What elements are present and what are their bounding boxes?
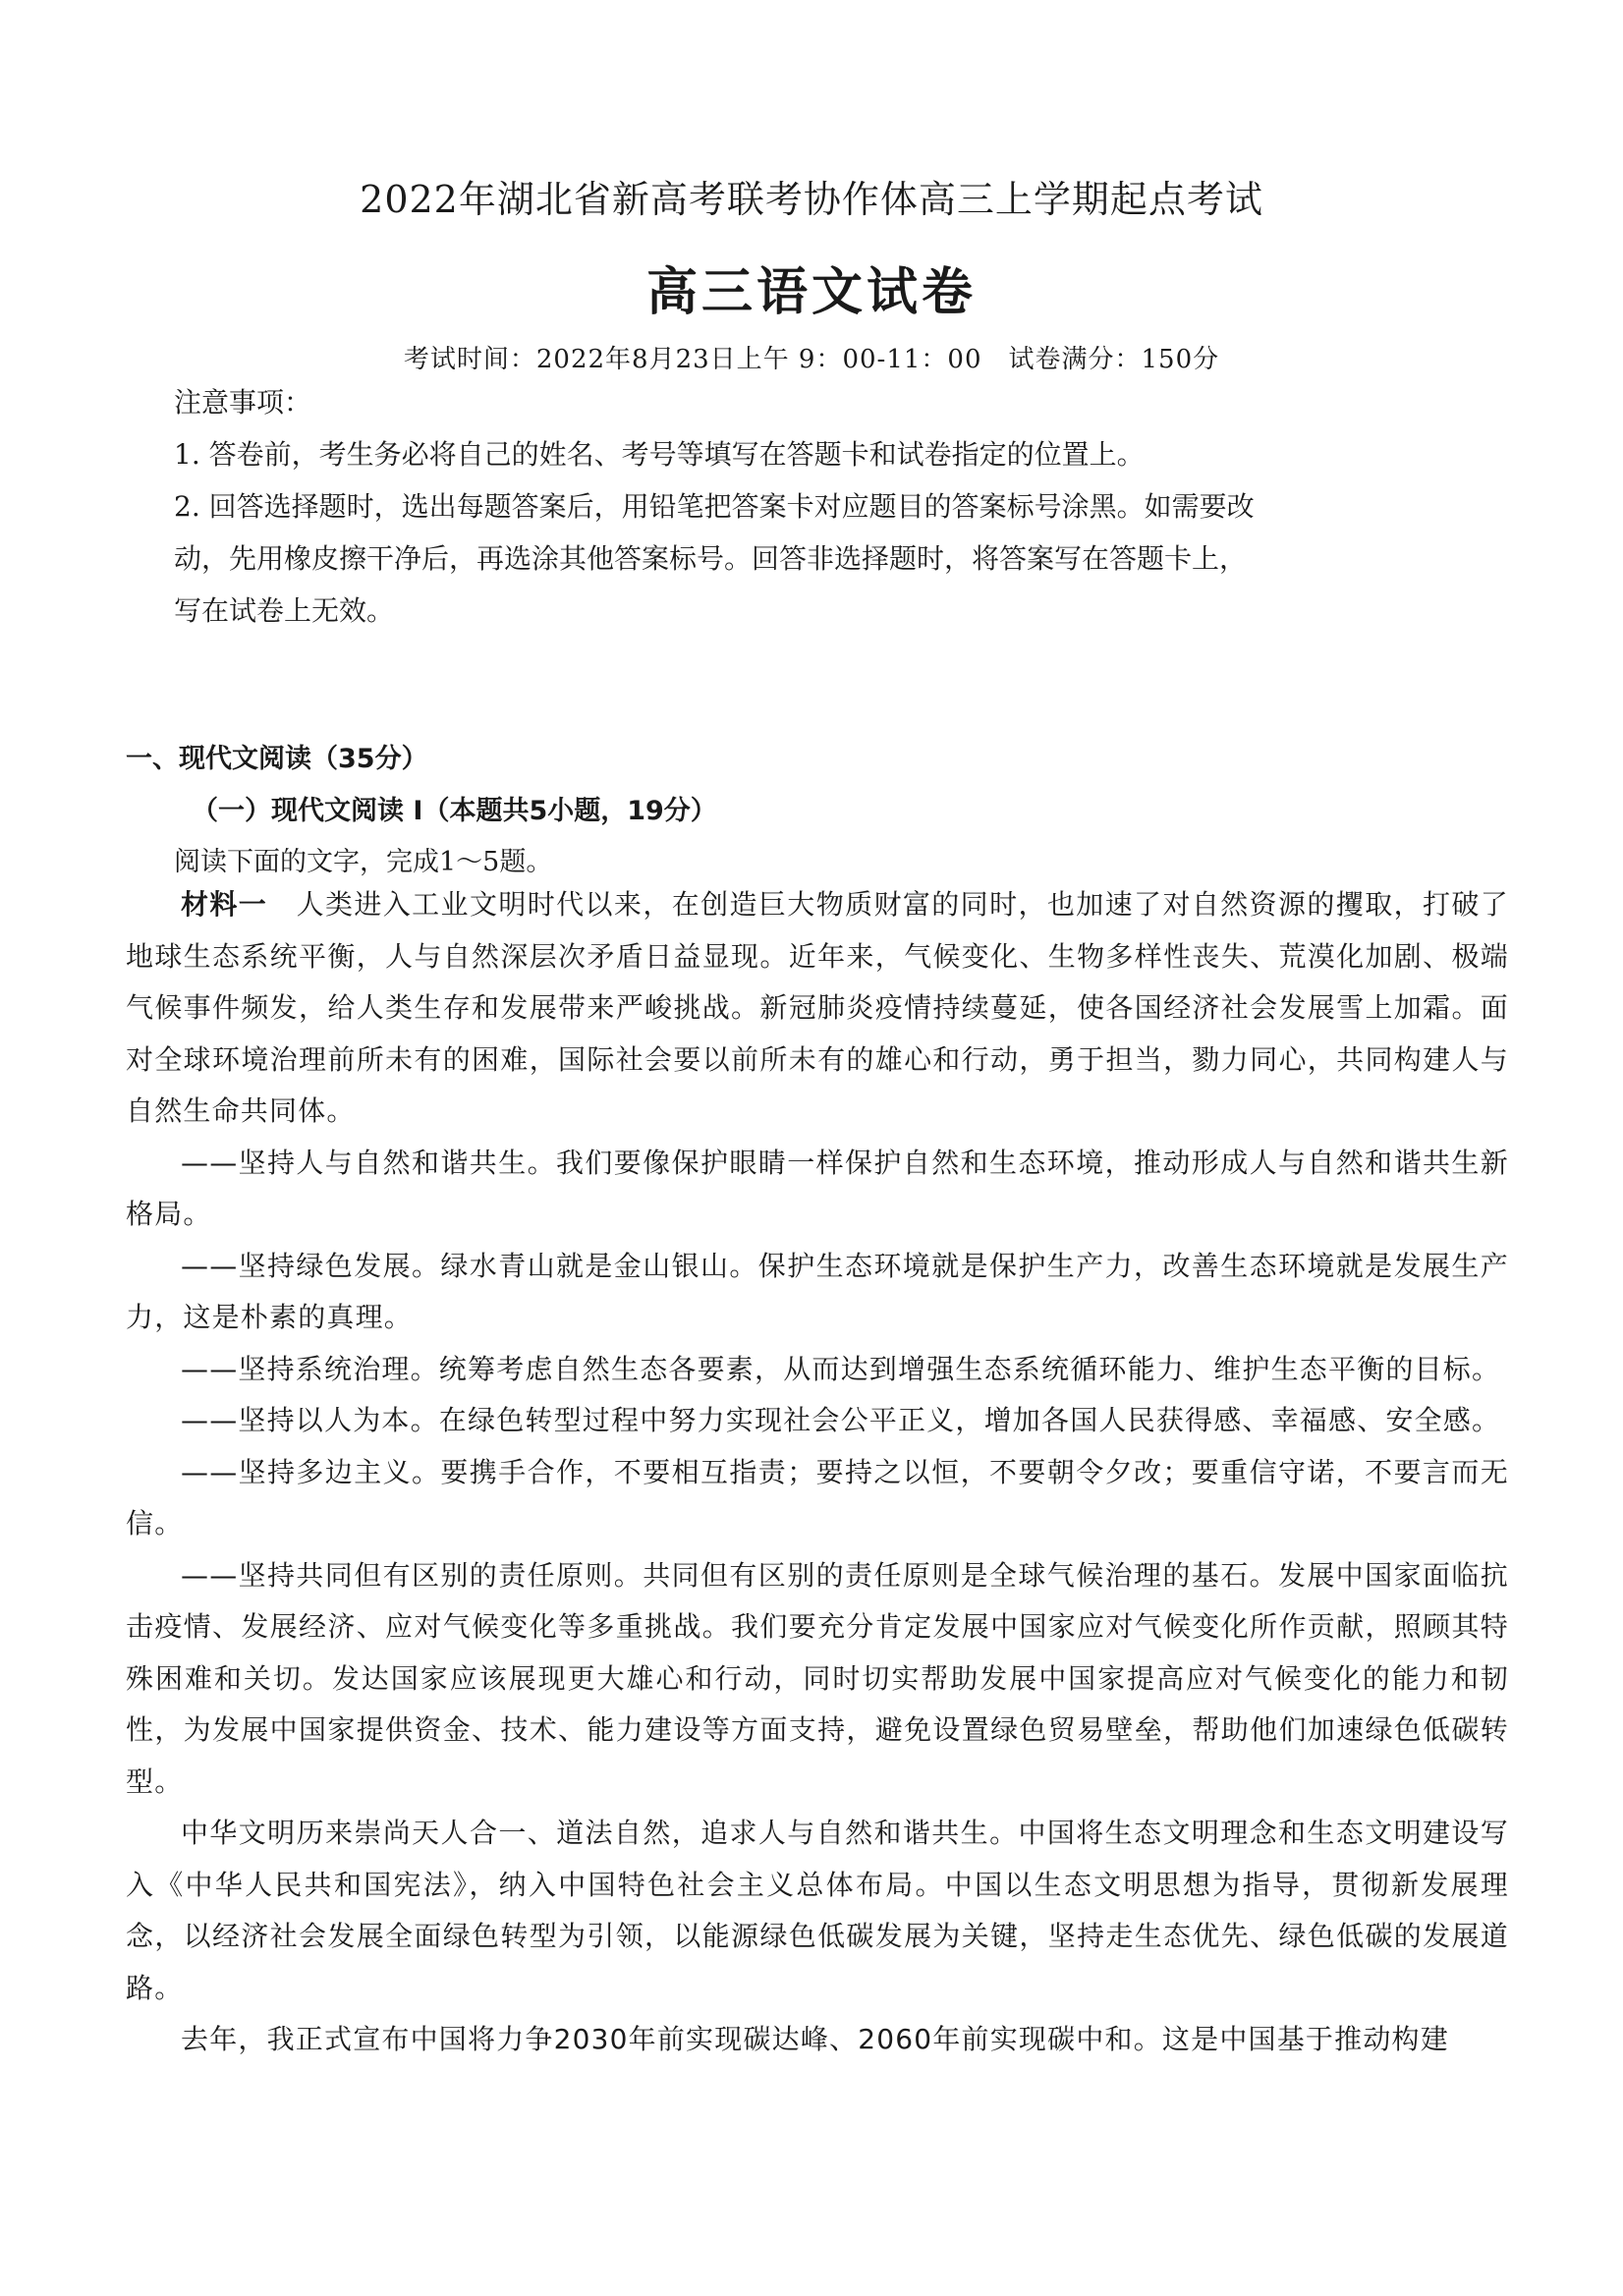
reading-passage	[126, 879, 1509, 2066]
section-heading: 一、现代文阅读（35分）	[126, 744, 428, 774]
paragraph-4: ——坚持系统治理。统筹考虑自然生态各要素，从而达到增强生态系统循环能力、维护生态平衡的目标。	[181, 1352, 1501, 1385]
notice-item-2-line-1: 2. 回答选择题时，选出每题答案后，用铅笔把答案卡对应题目的答案标号涂黑。如需要改	[174, 490, 1255, 523]
paragraph-2: ——坚持人与自然和谐共生。我们要像保护眼睛一样保护自然和生态环境，推动形成人与自然和谐共生新格局。	[126, 1146, 1509, 1230]
paragraph-1	[126, 879, 1509, 1138]
notice-item-2-line-3: 写在试卷上无效。	[174, 594, 395, 627]
exam-info: 考试时间：2022年8月23日上午 9：00-11：00 试卷满分：150分	[403, 345, 1220, 374]
section-subheading: （一）现代文阅读 I（本题共5小题，19分）	[192, 796, 717, 826]
paper-title: 高三语文试卷	[645, 263, 977, 322]
notice-item-2-line-2: 动，先用橡皮擦干净后，再选涂其他答案标号。回答非选择题时，将答案写在答题卡上，	[174, 542, 1248, 575]
paragraph-8: 中华文明历来崇尚天人合一、道法自然，追求人与自然和谐共生。中国将生态文明理念和生态文明建设写入《中华人民共和国宪法》，纳入中国特色社会主义总体布局。中国以生态文明思想为指导，贯彻新发展理念，以经济社会发展全面绿色转型为引领，以能源绿色低碳发展为关键，坚持走生态优先、绿色低碳的发展道路。	[126, 1817, 1509, 2004]
paragraph-1-text: 人类进入工业文明时代以来，在创造巨大物质财富的同时，也加速了对自然资源的攫取，打破了地球生态系统平衡，人与自然深层次矛盾日益显现。近年来，气候变化、生物多样性丧失、荒漠化加剧、极端气候事件频发，给人类生存和发展带来严峻挑战。新冠肺炎疫情持续蔓延，使各国经济社会发展雪上加霜。面对全球环境治理前所未有的困难，国际社会要以前所未有的雄心和行动，勇于担当，勠力同心，共同构建人与自然生命共同体。	[126, 888, 1509, 1127]
exam-title: 2022年湖北省新高考联考协作体高三上学期起点考试	[360, 178, 1263, 221]
paragraph-7: ——坚持共同但有区别的责任原则。共同但有区别的责任原则是全球气候治理的基石。发展中国家面临抗击疫情、发展经济、应对气候变化等多重挑战。我们要充分肯定发展中国家应对气候变化所作贡献，照顾其特殊困难和关切。发达国家应该展现更大雄心和行动，同时切实帮助发展中国家提高应对气候变化的能力和韧性，为发展中国家提供资金、技术、能力建设等方面支持，避免设置绿色贸易壁垒，帮助他们加速绿色低碳转型。	[126, 1558, 1509, 1798]
paragraph-6: ——坚持多边主义。要携手合作，不要相互指责；要持之以恒，不要朝令夕改；要重信守诺，不要言而无信。	[126, 1455, 1509, 1540]
paragraph-9: 去年，我正式宣布中国将力争2030年前实现碳达峰、2060年前实现碳中和。这是中国基于推动构建	[181, 2023, 1449, 2055]
notice-title: 注意事项：	[174, 386, 312, 419]
section-instruction: 阅读下面的文字，完成1～5题。	[174, 847, 553, 877]
paragraph-5: ——坚持以人为本。在绿色转型过程中努力实现社会公平正义，增加各国人民获得感、幸福感、安全感。	[181, 1404, 1501, 1436]
notice-item-1: 1. 答卷前，考生务必将自己的姓名、考号等填写在答题卡和试卷指定的位置上。	[174, 438, 1145, 471]
paragraph-3: ——坚持绿色发展。绿水青山就是金山银山。保护生态环境就是保护生产力，改善生态环境就是发展生产力，这是朴素的真理。	[126, 1249, 1509, 1333]
material-label: 材料一	[181, 888, 268, 921]
